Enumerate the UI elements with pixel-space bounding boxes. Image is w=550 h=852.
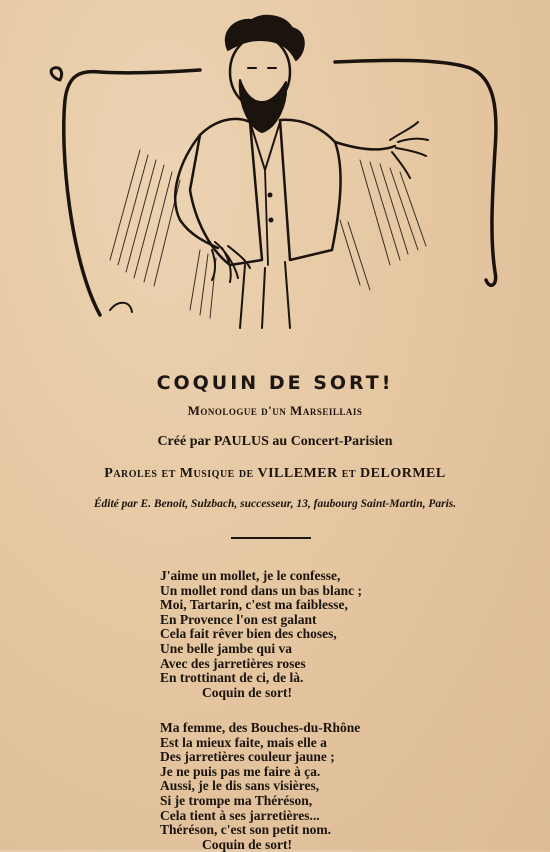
song-subtitle: Monologue d'un Marseillais [187,403,363,418]
verse-line: Aussi, je le dis sans visières, [160,778,320,794]
stanza-2 [160,721,360,852]
verse-line: Théréson, c'est son petit nom. [160,822,331,838]
verse-line: Cela fait rêver bien des choses, [160,626,337,642]
refrain-line: Coquin de sort! [202,684,293,700]
credits-line: Paroles et Musique de VILLEMER et DELORMEL [104,466,446,481]
song-title: COQUIN DE SORT! [156,372,394,394]
verse-line: En trottinant de ci, de là. [160,670,304,686]
verse-line: Cela tient à ses jarretières... [160,807,320,823]
verse-line: Est la mieux faite, mais elle a [160,734,327,750]
verse-line: En Provence l'on est galant [160,611,317,627]
verse-line: Des jarretières couleur jaune ; [160,749,335,765]
refrain-line: Coquin de sort! [202,836,293,852]
divider-rule [231,537,311,539]
verse-line: Une belle jambe qui va [160,640,293,656]
publisher-line: Édité par E. Benoit, Sulzbach, successeur, 13, faubourg Saint-Martin, Paris. [93,498,457,510]
verse-line: Ma femme, des Bouches-du-Rhône [160,720,361,735]
stanza-1 [160,569,362,700]
verse-line: Si je trompe ma Théréson, [160,792,313,808]
created-by-line: Créé par PAULUS au Concert-Parisien [157,434,393,449]
singer-illustration [40,10,510,330]
verse-line: Avec des jarretières roses [160,655,306,671]
verse-line: Moi, Tartarin, c'est ma faiblesse, [160,597,348,613]
verse-line: Un mollet rond dans un bas blanc ; [160,582,362,598]
verse-line: Je ne puis pas me faire à ça. [160,763,321,779]
verse-line: J'aime un mollet, je le confesse, [160,568,341,583]
